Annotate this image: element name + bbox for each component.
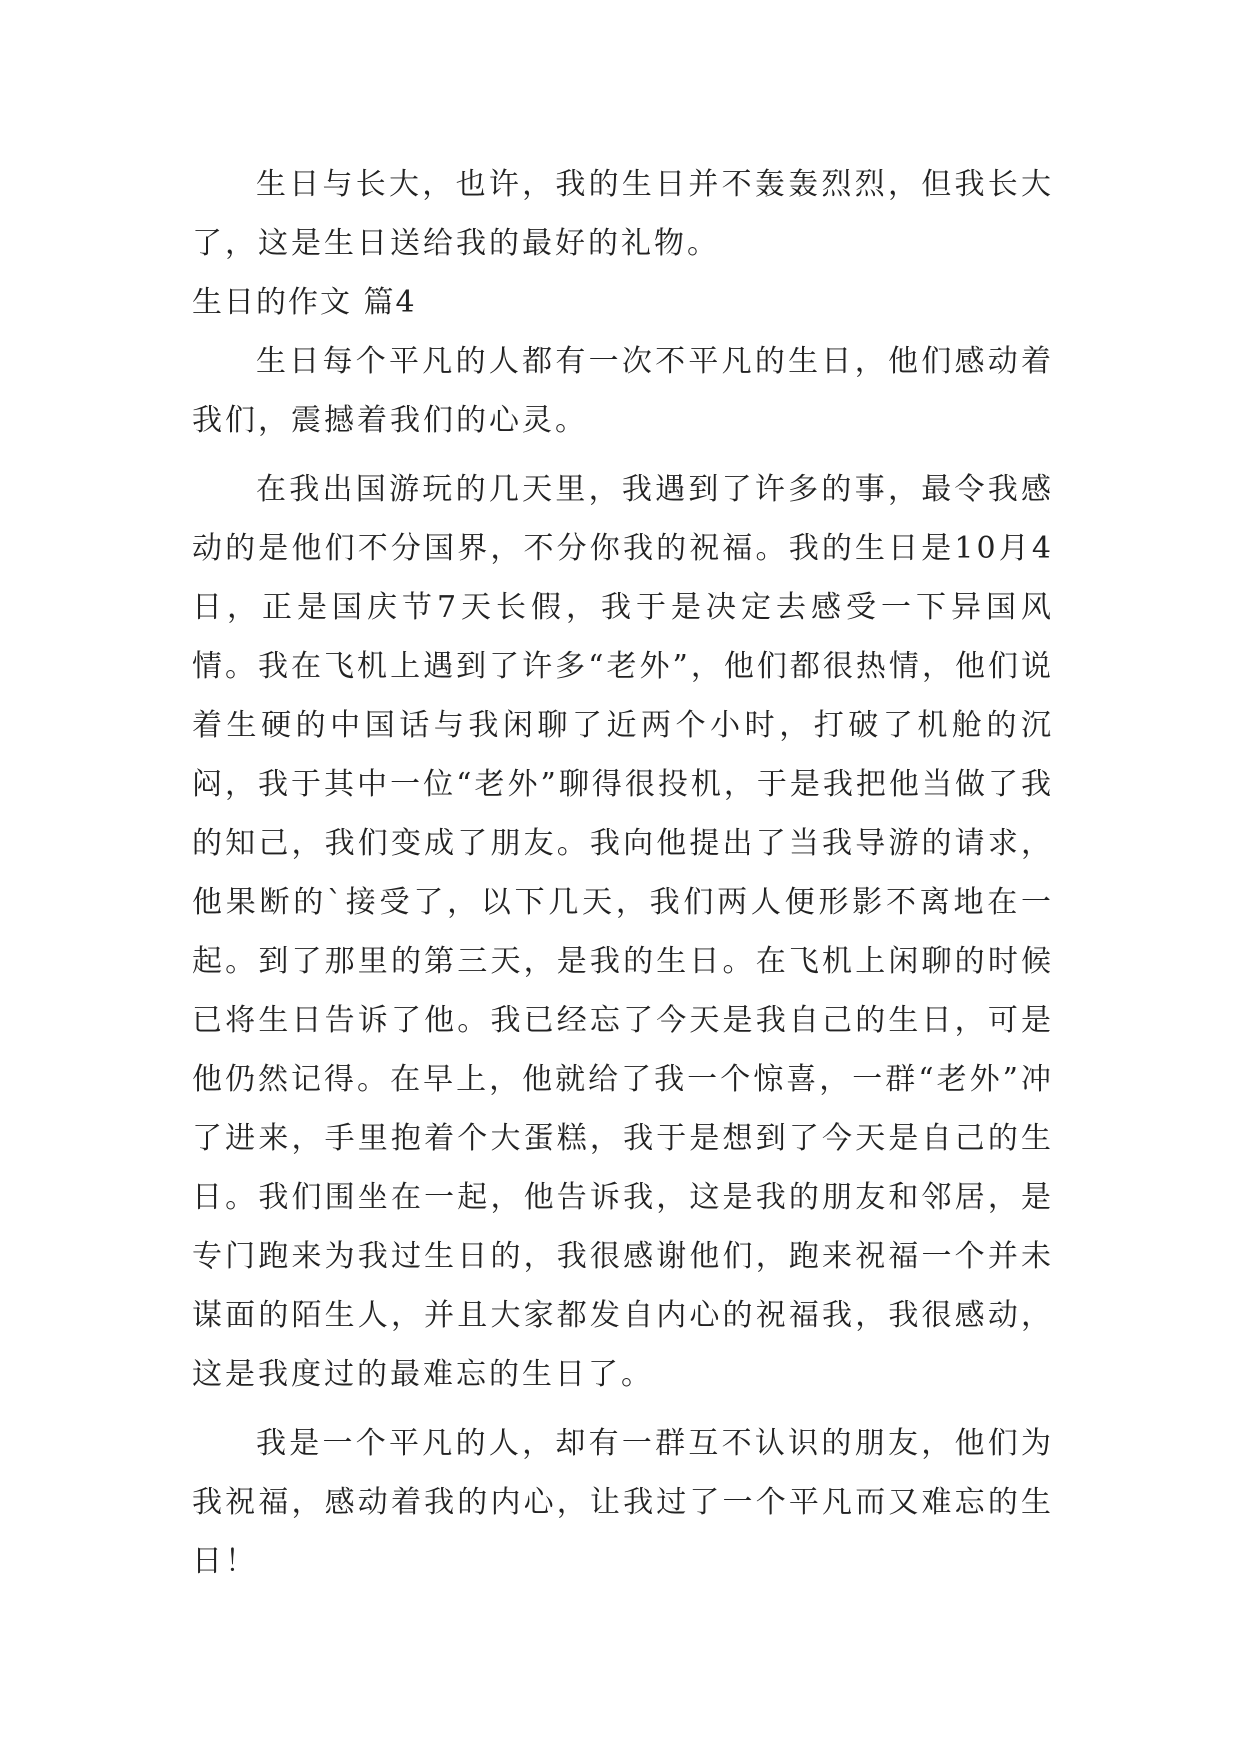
section-heading: 生日的作文 篇4 [192,285,417,320]
paragraph-intro: 生日每个平凡的人都有一次不平凡的生日，他们感动着我们，震撼着我们的心灵。 [192,344,1054,438]
paragraph-conclusion: 我是一个平凡的人，却有一群互不认识的朋友，他们为我祝福，感动着我的内心，让我过了一个平凡而又难忘的生日！ [192,1426,1054,1579]
paragraph-closing-previous: 生日与长大，也许，我的生日并不轰轰烈烈，但我长大了，这是生日送给我的最好的礼物。 [192,167,1054,261]
document-body [192,155,1054,1591]
paragraph-story: 在我出国游玩的几天里，我遇到了许多的事，最令我感动的是他们不分国界，不分你我的祝福。我的生日是10月4日，正是国庆节7天长假，我于是决定去感受一下异国风情。我在飞机上遇到了许多“老外”，他们都很热情，他们说着生硬的中国话与我闲聊了近两个小时，打破了机舱的沉闷，我于其中一位“老外”聊得很投机，于是我把他当做了我的知己，我们变成了朋友。我向他提出了当我导游的请求，他果断的`接受了，以下几天，我们两人便形影不离地在一起。到了那里的第三天，是我的生日。在飞机上闲聊的时候已将生日告诉了他。我已经忘了今天是我自己的生日，可是他仍然记得。在早上，他就给了我一个惊喜，一群“老外”冲了进来，手里抱着个大蛋糕，我于是想到了今天是自己的生日。我们围坐在一起，他告诉我，这是我的朋友和邻居，是专门跑来为我过生日的，我很感谢他们，跑来祝福一个并未谋面的陌生人，并且大家都发自内心的祝福我，我很感动，这是我度过的最难忘的生日了。 [192,472,1054,1392]
